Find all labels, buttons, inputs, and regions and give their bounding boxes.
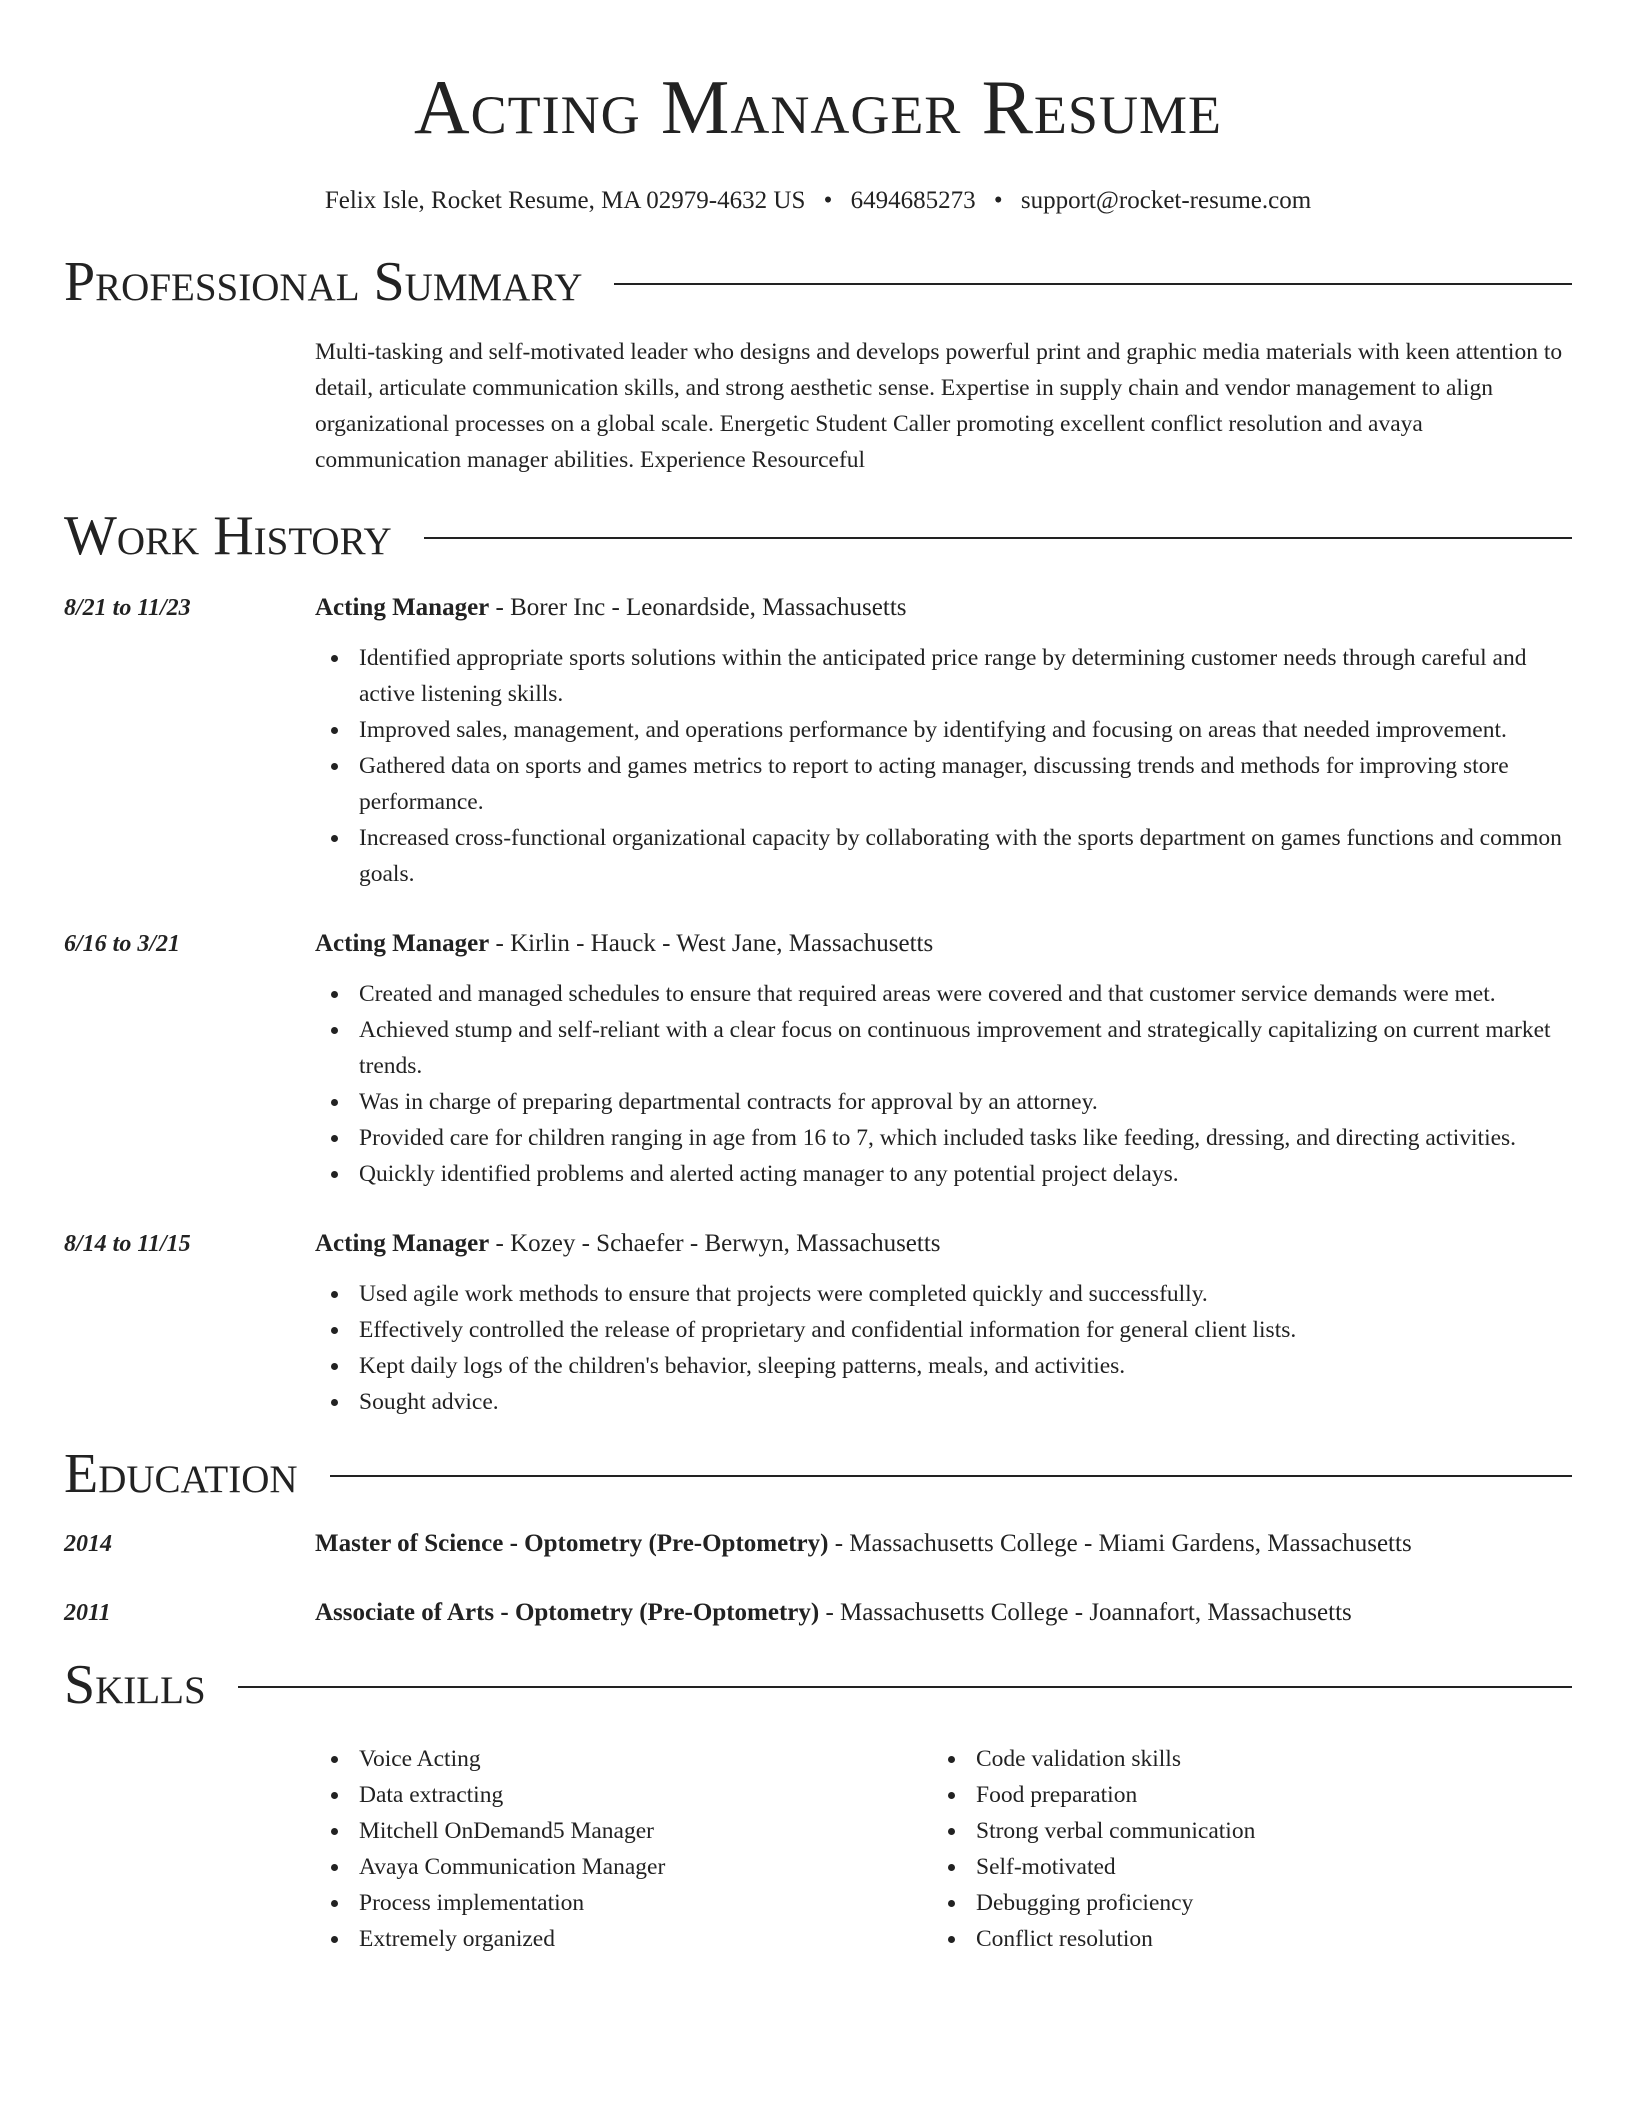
job-title: Acting Manager [315,930,490,957]
list-item: Effectively controlled the release of proprietary and confidential information for general client lists. [315,1312,1572,1348]
job-bullets [64,640,1572,892]
education-year: 2011 [64,1600,111,1626]
list-item: Kept daily logs of the children's behavior, sleeping patterns, meals, and activities. [315,1348,1572,1384]
resume-title: Acting Manager Resume [414,64,1222,150]
list-item: Achieved stump and self-reliant with a clear focus on continuous improvement and strategically capitalizing on current market trends. [315,1012,1572,1084]
job-title-line [315,590,907,626]
job-header [64,926,1572,962]
contact-separator: • [993,187,1003,214]
education-year: 2014 [64,1531,112,1557]
work-history-entry [64,926,1572,1192]
job-employer-location: - Kozey - Schaefer - Berwyn, Massachusetts [489,1230,941,1257]
section-heading-work-history [64,504,1572,568]
list-item: Improved sales, management, and operations performance by identifying and focusing on areas that needed improvement. [315,712,1572,748]
job-title-line [315,926,933,962]
skill-item: Voice Acting [315,1741,932,1777]
skill-item: Code validation skills [932,1741,1549,1777]
job-title-line [315,1226,941,1262]
education-degree: Associate of Arts - Optometry (Pre-Optometry) [315,1599,820,1626]
resume-page [64,0,1572,1957]
skill-item: Conflict resolution [932,1921,1549,1957]
section-divider [614,283,1572,285]
list-item: Identified appropriate sports solutions within the anticipated price range by determining customer needs through careful and active listening skills. [315,640,1572,712]
section-heading-skills [64,1653,1572,1717]
education-school-location: - Massachusetts College - Joannafort, Massachusetts [819,1599,1352,1626]
section-heading-label: Work History [64,505,392,567]
list-item: Created and managed schedules to ensure that required areas were covered and that customer service demands were met. [315,976,1572,1012]
skills-column-left [315,1741,932,1957]
skill-item: Self-motivated [932,1849,1549,1885]
job-employer-location: - Kirlin - Hauck - West Jane, Massachusetts [489,930,934,957]
work-history-entry [64,1226,1572,1420]
list-item: Quickly identified problems and alerted acting manager to any potential project delays. [315,1156,1572,1192]
section-heading-label: Education [64,1443,298,1505]
contact-line [64,186,1572,216]
education-school-location: - Massachusetts College - Miami Gardens, Massachusetts [828,1530,1412,1557]
job-employer-location: - Borer Inc - Leonardside, Massachusetts [489,594,907,621]
summary-text: Multi-tasking and self-motivated leader who designs and develops powerful print and graphic media materials with keen attention to detail, articulate communication skills, and strong aesthetic sense. Expertise in supply chain and vendor management to align organizational processes on a global scale. Energetic Student Caller promoting excellent conflict resolution and avaya communication manager abilities. Experience Resourceful [315,339,1563,473]
education-text [315,1595,1352,1631]
contact-separator: • [823,187,833,214]
job-header [64,1226,1572,1262]
education-list [64,1526,1572,1631]
section-heading-label: Skills [64,1654,206,1716]
skill-item: Extremely organized [315,1921,932,1957]
education-entry [64,1526,1572,1562]
skill-item: Mitchell OnDemand5 Manager [315,1813,932,1849]
list-item: Gathered data on sports and games metrics to report to acting manager, discussing trends and methods for improving store performance. [315,748,1572,820]
list-item: Used agile work methods to ensure that projects were completed quickly and successfully. [315,1276,1572,1312]
list-item: Increased cross-functional organizational capacity by collaborating with the sports department on games functions and common goals. [315,820,1572,892]
skill-item: Avaya Communication Manager [315,1849,932,1885]
work-history-entry [64,590,1572,892]
job-dates: 6/16 to 3/21 [64,931,181,957]
list-item: Sought advice. [315,1384,1572,1420]
section-heading-education [64,1442,1572,1506]
skill-item: Food preparation [932,1777,1549,1813]
job-header [64,590,1572,626]
skills-column-right [932,1741,1549,1957]
list-item: Was in charge of preparing departmental contracts for approval by an attorney. [315,1084,1572,1120]
section-heading-summary [64,250,1572,314]
section-divider [424,537,1572,539]
education-text [315,1526,1412,1562]
contact-phone: 6494685273 [850,187,976,214]
education-entry [64,1595,1572,1631]
job-dates: 8/21 to 11/23 [64,595,191,621]
skill-item: Debugging proficiency [932,1885,1549,1921]
job-bullets [64,1276,1572,1420]
section-heading-label: Professional Summary [64,251,583,313]
education-degree: Master of Science - Optometry (Pre-Optometry) [315,1530,829,1557]
job-title: Acting Manager [315,1230,490,1257]
contact-address: Felix Isle, Rocket Resume, MA 02979-4632 US [324,187,806,214]
skill-item: Strong verbal communication [932,1813,1549,1849]
job-dates: 8/14 to 11/15 [64,1231,191,1257]
section-divider [238,1686,1572,1688]
list-item: Provided care for children ranging in age from 16 to 7, which included tasks like feeding, dressing, and directing activities. [315,1120,1572,1156]
job-title: Acting Manager [315,594,490,621]
skill-item: Data extracting [315,1777,932,1813]
contact-email: support@rocket-resume.com [1020,187,1312,214]
skill-item: Process implementation [315,1885,932,1921]
skills-grid [315,1741,1572,1957]
job-bullets [64,976,1572,1192]
work-history-list [64,590,1572,1420]
section-divider [330,1475,1572,1477]
